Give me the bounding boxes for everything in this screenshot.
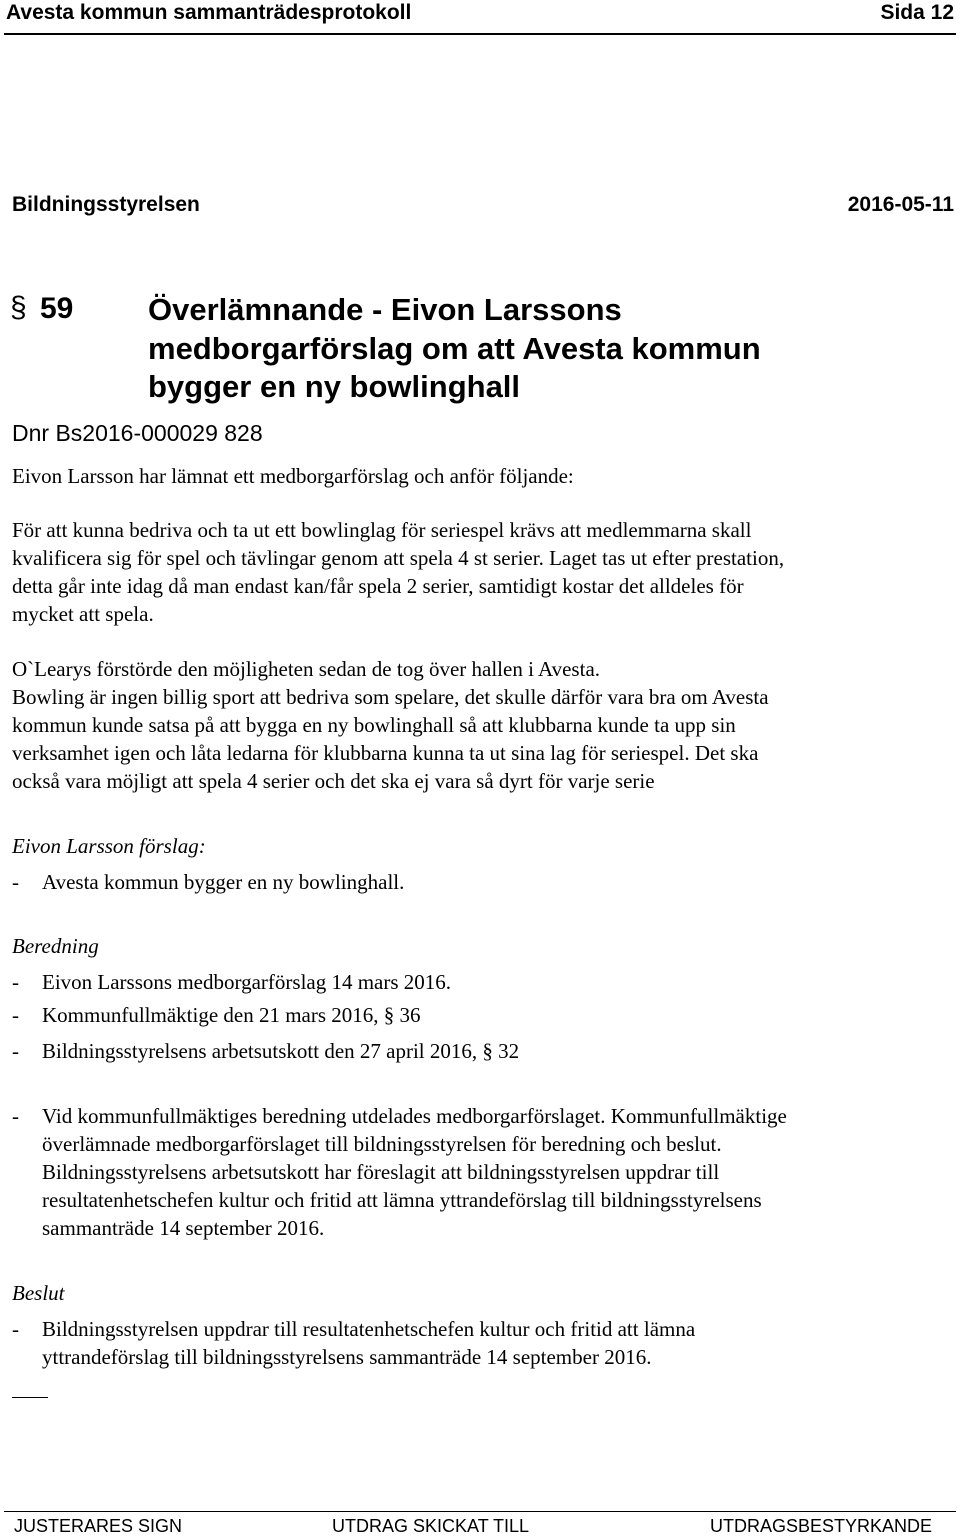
- list-dash: -: [12, 870, 19, 894]
- item-title-line: bygger en ny bowlinghall: [148, 369, 521, 404]
- quote-line: också vara möjligt att spela 4 serier och det ska ej vara så dyrt för varje serie: [12, 769, 655, 793]
- proposal-text: Avesta kommun bygger en ny bowlinghall.: [42, 870, 405, 894]
- end-rule: [12, 1397, 48, 1398]
- paragraph-sign: §: [10, 291, 27, 324]
- quote-line: kommun kunde satsa på att bygga en ny bowlinghall så att klubbarna kunde ta upp sin: [12, 713, 736, 737]
- footer-utdrag-skickat: UTDRAG SKICKAT TILL: [332, 1516, 530, 1536]
- quote-line: verksamhet igen och låta ledarna för klubbarna kunna ta ut sina lag för seriespel. Det ska: [12, 741, 759, 765]
- decision-heading: Beslut: [12, 1281, 65, 1305]
- list-dash: -: [12, 1039, 19, 1063]
- decision-text: yttrandeförslag till bildningsstyrelsens sammanträde 14 september 2016.: [42, 1345, 652, 1369]
- header-divider: [4, 33, 956, 35]
- preparation-text: Bildningsstyrelsens arbetsutskott den 27 april 2016, § 32: [42, 1039, 520, 1063]
- quote-line: kvalificera sig för spel och tävlingar genom att spela 4 st serier. Laget tas ut efter prestation,: [12, 546, 785, 570]
- list-dash: -: [12, 1317, 19, 1341]
- note-text: sammanträde 14 september 2016.: [42, 1216, 325, 1240]
- quote-line: detta går inte idag då man endast kan/får spela 2 serier, samtidigt kostar det alldeles för: [12, 574, 744, 598]
- preparation-text: Kommunfullmäktige den 21 mars 2016, § 36: [42, 1003, 421, 1027]
- note-text: Vid kommunfullmäktiges beredning utdelades medborgarförslaget. Kommunfullmäktige: [42, 1104, 787, 1128]
- meeting-date: 2016-05-11: [847, 193, 954, 216]
- paragraph-number: 59: [40, 292, 74, 325]
- preparation-heading: Beredning: [12, 934, 99, 958]
- note-text: resultatenhetschefen kultur och fritid att lämna yttrandeförslag till bildningsstyrelsens: [42, 1188, 762, 1212]
- quote-line: För att kunna bedriva och ta ut ett bowlinglag för seriespel krävs att medlemmarna skall: [12, 518, 752, 542]
- note-text: överlämnade medborgarförslaget till bildningsstyrelsen för beredning och beslut.: [42, 1132, 722, 1156]
- list-dash: -: [12, 1003, 19, 1027]
- quote-line: mycket att spela.: [12, 602, 154, 626]
- preparation-text: Eivon Larssons medborgarförslag 14 mars 2016.: [42, 970, 452, 994]
- page-number: Sida 12: [880, 1, 954, 24]
- document-title: Avesta kommun sammanträdesprotokoll: [6, 1, 412, 24]
- footer-justerares-sign: JUSTERARES SIGN: [14, 1516, 183, 1536]
- board-name: Bildningsstyrelsen: [12, 193, 200, 216]
- quote-line: O`Learys förstörde den möjligheten sedan de tog över hallen i Avesta.: [12, 657, 601, 681]
- item-title-line: Överlämnande - Eivon Larssons: [148, 292, 622, 327]
- note-text: Bildningsstyrelsens arbetsutskott har föreslagit att bildningsstyrelsen uppdrar till: [42, 1160, 720, 1184]
- decision-text: Bildningsstyrelsen uppdrar till resultatenhetschefen kultur och fritid att lämna: [42, 1317, 696, 1341]
- intro-text: Eivon Larsson har lämnat ett medborgarförslag och anför följande:: [12, 464, 574, 488]
- list-dash: -: [12, 970, 19, 994]
- diary-number: Dnr Bs2016-000029 828: [12, 420, 263, 446]
- proposal-heading: Eivon Larsson förslag:: [12, 834, 206, 858]
- footer-utdragsbestyrkande: UTDRAGSBESTYRKANDE: [709, 1516, 932, 1536]
- quote-line: Bowling är ingen billig sport att bedriva som spelare, det skulle därför vara bra om Avesta: [12, 685, 769, 709]
- list-dash: -: [12, 1104, 19, 1128]
- footer-divider: [4, 1511, 956, 1512]
- item-title-line: medborgarförslag om att Avesta kommun: [148, 331, 761, 366]
